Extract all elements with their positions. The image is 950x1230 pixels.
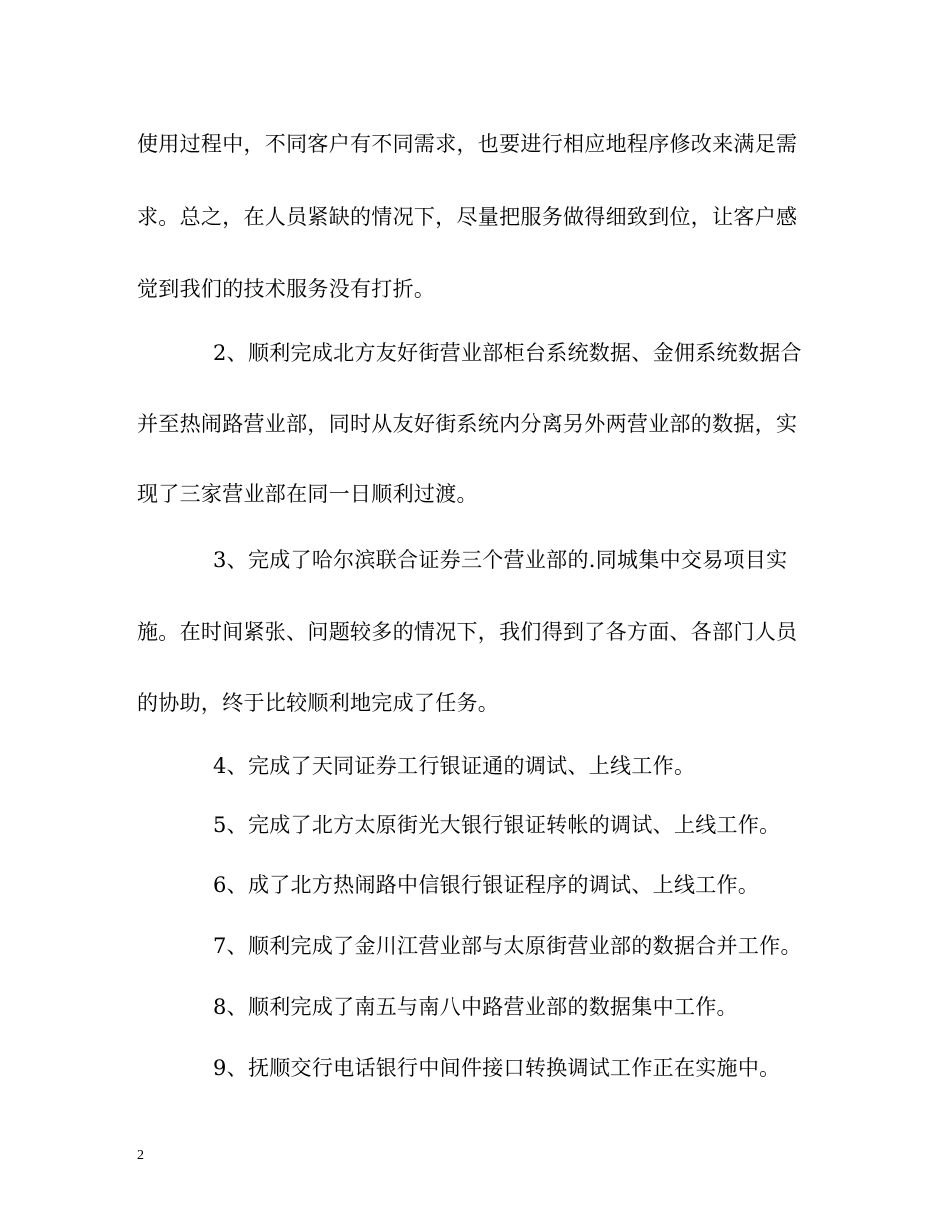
list-item-8: 8、顺利完成了南五与南八中路营业部的数据集中工作。 — [213, 995, 738, 1019]
list-item-4: 4、完成了天同证券工行银证通的调试、上线工作。 — [213, 754, 696, 778]
paragraph-1-line-3: 觉到我们的技术服务没有打折。 — [137, 277, 436, 301]
paragraph-3-line-1: 3、完成了哈尔滨联合证券三个营业部的.同城集中交易项目实 — [213, 548, 788, 572]
list-item-6: 6、成了北方热闹路中信银行银证程序的调试、上线工作。 — [213, 873, 760, 897]
list-item-9: 9、抚顺交行电话银行中间件接口转换调试工作正在实施中。 — [213, 1056, 781, 1080]
paragraph-2-line-3: 现了三家营业部在同一日顺利过渡。 — [137, 482, 478, 506]
paragraph-2-line-1: 2、顺利完成北方友好街营业部柜台系统数据、金佣系统数据合 — [213, 341, 802, 365]
list-item-7: 7、顺利完成了金川江营业部与太原街营业部的数据合并工作。 — [213, 934, 802, 958]
paragraph-2-line-2: 并至热闹路营业部，同时从友好街系统内分离另外两营业部的数据，实 — [137, 412, 798, 436]
paragraph-1-line-1: 使用过程中，不同客户有不同需求，也要进行相应地程序修改来满足需 — [137, 132, 798, 156]
paragraph-3-line-3: 的协助，终于比较顺利地完成了任务。 — [137, 691, 500, 715]
paragraph-3-line-2: 施。在时间紧张、问题较多的情况下，我们得到了各方面、各部门人员 — [137, 620, 798, 644]
page-number: 2 — [137, 1148, 144, 1163]
list-item-5: 5、完成了北方太原街光大银行银证转帐的调试、上线工作。 — [213, 813, 781, 837]
paragraph-1-line-2: 求。总之，在人员紧缺的情况下，尽量把服务做得细致到位，让客户感 — [137, 205, 798, 229]
